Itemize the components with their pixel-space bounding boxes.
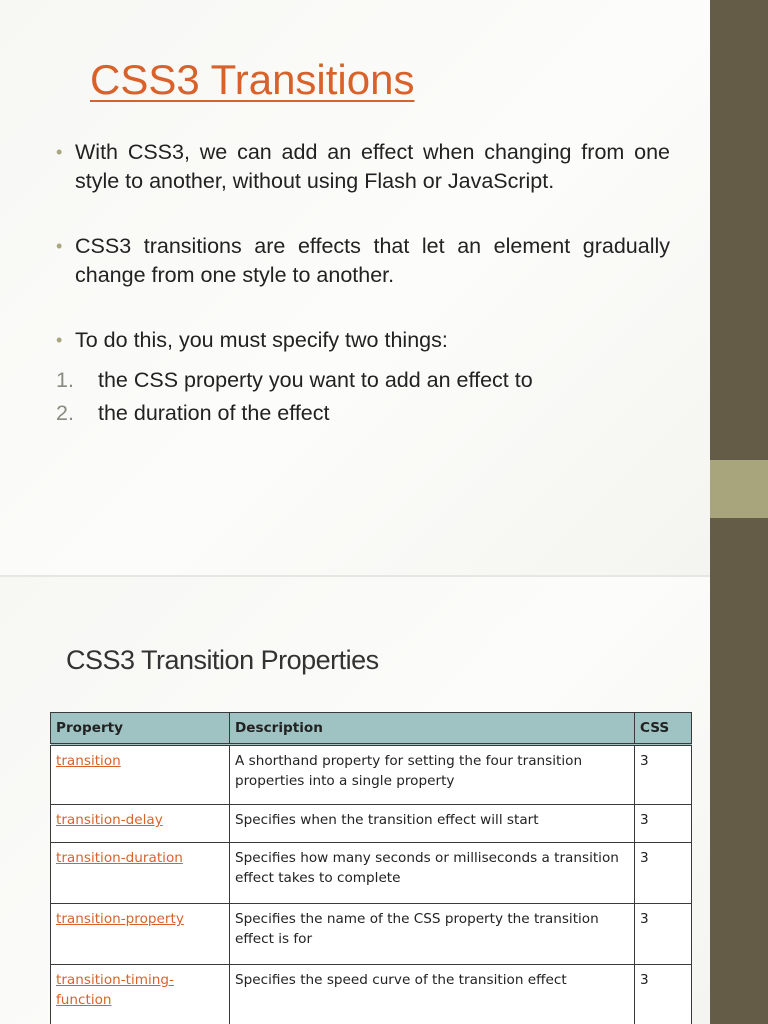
property-cell [51, 805, 230, 843]
bullet-item [56, 326, 670, 355]
column-header-property: Property [51, 713, 230, 745]
list-number: 1. [56, 368, 74, 392]
numbered-text: the duration of the effect [98, 401, 330, 425]
css-version-cell: 3 [635, 745, 692, 805]
css-version-cell: 3 [635, 843, 692, 904]
bullet-text: To do this, you must specify two things: [75, 328, 448, 352]
property-cell [51, 904, 230, 965]
property-link[interactable]: transition-duration [56, 850, 183, 866]
table-row [51, 805, 692, 843]
property-cell [51, 745, 230, 805]
table-row [51, 745, 692, 805]
property-cell [51, 965, 230, 1024]
css-version-cell: 3 [635, 965, 692, 1024]
list-number: 2. [56, 401, 74, 425]
numbered-item [56, 397, 533, 430]
slide-title: CSS3 Transition Properties [66, 645, 379, 675]
bullet-dot-icon: • [56, 330, 63, 350]
description-cell: Specifies the name of the CSS property the transition effect is for [230, 904, 635, 965]
css-version-cell: 3 [635, 904, 692, 965]
numbered-item [56, 364, 533, 397]
column-header-description: Description [230, 713, 635, 745]
bullet-list [56, 138, 670, 355]
numbered-list [56, 364, 533, 430]
decorative-sidebar-accent [710, 460, 768, 518]
table-header-row [51, 713, 692, 745]
description-cell: Specifies when the transition effect will start [230, 805, 635, 843]
description-cell: Specifies the speed curve of the transition effect [230, 965, 635, 1024]
table-row [51, 843, 692, 904]
table-row [51, 965, 692, 1024]
bullet-item [56, 138, 670, 196]
bullet-dot-icon: • [56, 236, 63, 256]
property-link[interactable]: transition [56, 753, 121, 769]
slide-title: CSS3 Transitions [90, 56, 415, 103]
description-cell: Specifies how many seconds or milliseconds a transition effect takes to complete [230, 843, 635, 904]
property-cell [51, 843, 230, 904]
slide-2 [0, 577, 710, 1024]
numbered-text: the CSS property you want to add an effect to [98, 368, 533, 392]
property-link[interactable]: transition-delay [56, 812, 163, 828]
property-link[interactable]: transition-property [56, 911, 184, 927]
css-version-cell: 3 [635, 805, 692, 843]
bullet-text: With CSS3, we can add an effect when changing from one style to another, without using Flash or JavaScript. [75, 140, 670, 193]
column-header-css: CSS [635, 713, 692, 745]
property-link[interactable]: transition-timing-function [56, 972, 174, 1008]
bullet-item [56, 232, 670, 290]
description-cell: A shorthand property for setting the four transition properties into a single property [230, 745, 635, 805]
table-row [51, 904, 692, 965]
transition-properties-table [50, 712, 692, 1024]
bullet-dot-icon: • [56, 142, 63, 162]
bullet-text: CSS3 transitions are effects that let an element gradually change from one style to another. [75, 234, 670, 287]
